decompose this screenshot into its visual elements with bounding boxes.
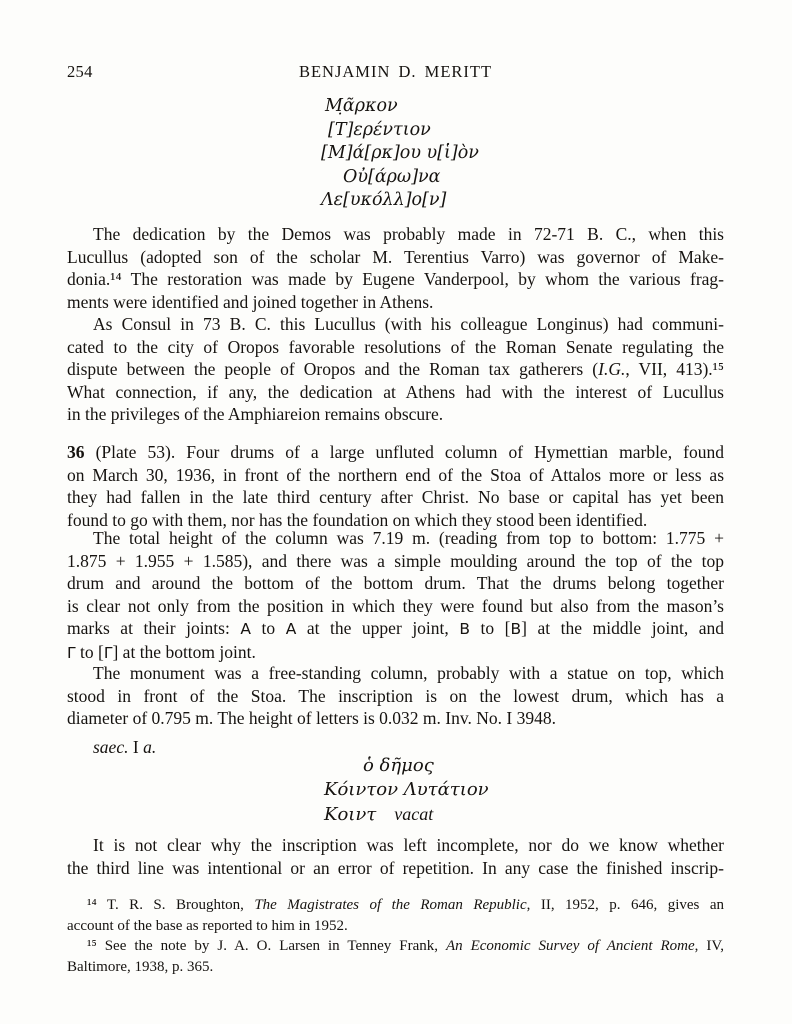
footnote-15-line: Baltimore, 1938, p. 365. bbox=[67, 958, 214, 975]
text-segment: marks at their joints: bbox=[67, 618, 241, 638]
text-line bbox=[67, 641, 724, 665]
text-line: found to go with them, nor has the foundation on which they stood been identified. bbox=[67, 509, 648, 530]
entry-36-description bbox=[67, 441, 724, 531]
mason-mark-gamma: Γ bbox=[103, 643, 113, 662]
text-line: they had fallen in the late third century after Christ. No base or capital has yet been bbox=[67, 487, 724, 507]
mason-mark-alpha: Α bbox=[285, 620, 297, 638]
text-line bbox=[67, 441, 724, 464]
footnotes bbox=[67, 895, 724, 977]
greek-line: Μ̣ᾶρκον bbox=[325, 96, 398, 116]
date-label-segment: a. bbox=[143, 737, 157, 757]
text-segment: , IV, bbox=[694, 938, 724, 954]
paragraph-consul-oropos bbox=[67, 313, 724, 426]
greek-dedication-block bbox=[321, 95, 479, 213]
text-line: ments were identified and joined together in Athens. bbox=[67, 291, 434, 312]
entry-number: 36 bbox=[67, 442, 85, 462]
text-line: on March 30, 1936, in front of the northern end of the Stoa of Attalos more or less as bbox=[67, 464, 724, 485]
text-line bbox=[67, 358, 724, 381]
text-segment: ] at the middle joint, and bbox=[521, 618, 725, 638]
text-segment: ¹⁴ T. R. S. Broughton, bbox=[87, 897, 255, 913]
greek-line: ὁ δῆμος bbox=[363, 755, 434, 776]
greek-inscription-block bbox=[324, 754, 489, 827]
date-label-segment: saec. bbox=[93, 737, 129, 757]
mason-mark-beta: Β bbox=[510, 620, 522, 638]
text-line: Lucullus (adopted son of the scholar M. Terentius Varro) was governor of Make- bbox=[67, 246, 724, 267]
greek-line: [Μ]ά[ρκ]ου υ[ἱ]ὸν bbox=[321, 143, 479, 163]
text-line: the third line was intentional or an error of repetition. In any case the finished inscrip- bbox=[67, 857, 724, 878]
greek-line: Οὐ[άρω]να bbox=[343, 166, 441, 187]
paragraph-dedication-date bbox=[67, 223, 724, 313]
text-segment: dispute between the people of Oropos and the Roman tax gatherers ( bbox=[67, 359, 599, 379]
text-segment: to [ bbox=[469, 618, 511, 638]
text-line: 1.875 + 1.955 + 1.585), and there was a simple moulding around the top of the top bbox=[67, 550, 724, 571]
mason-mark-beta: Β bbox=[459, 620, 470, 638]
footnote-14-line bbox=[67, 895, 724, 916]
greek-line bbox=[324, 802, 489, 827]
text-line: is clear not only from the position in which they were found but also from the mason’s bbox=[67, 595, 724, 616]
paragraph-incomplete-inscription bbox=[67, 834, 724, 879]
text-line bbox=[67, 617, 724, 641]
text-line: donia.¹⁴ The restoration was made by Eugene Vanderpool, by whom the various frag- bbox=[67, 269, 724, 289]
paragraph-monument bbox=[67, 662, 724, 730]
text-segment: ] at the bottom joint. bbox=[112, 641, 256, 662]
text-segment: to [ bbox=[75, 641, 104, 662]
text-line: stood in front of the Stoa. The inscription is on the lowest drum, which has a bbox=[67, 685, 724, 706]
date-label bbox=[93, 737, 156, 758]
text-segment: at the upper joint, bbox=[296, 618, 460, 638]
citation-italic: I.G. bbox=[598, 359, 626, 379]
text-line: The dedication by the Demos was probably made in 72-71 B. C., when this bbox=[93, 224, 724, 244]
date-label-segment: I bbox=[128, 737, 144, 757]
text-line: cated to the city of Oropos favorable resolutions of the Roman Senate regulating the bbox=[67, 336, 724, 357]
book-title-italic: The Magistrates of the Roman Republic bbox=[254, 897, 527, 913]
footnote-15-line bbox=[67, 936, 724, 957]
text-segment: (Plate 53). Four drums of a large unfluted column of Hymettian marble, found bbox=[84, 442, 724, 462]
text-line: The total height of the column was 7.19 m. (reading from top to bottom: 1.775 + bbox=[93, 528, 724, 548]
paragraph-column-height bbox=[67, 527, 724, 664]
greek-line: [Τ]ερέντιον bbox=[328, 119, 431, 140]
mason-mark-gamma: Γ bbox=[67, 643, 76, 662]
text-segment: to bbox=[251, 618, 286, 638]
text-segment: , II, 1952, p. 646, gives an bbox=[526, 897, 724, 913]
text-line: What connection, if any, the dedication at Athens had with the interest of Lucullus bbox=[67, 381, 724, 402]
text-line: As Consul in 73 B. C. this Lucullus (with his colleague Longinus) had communi- bbox=[93, 314, 724, 334]
page-number: 254 bbox=[67, 62, 93, 81]
greek-line: Λε[υκόλλ]ο[ν] bbox=[321, 190, 447, 210]
text-line: drum and around the bottom of the bottom drum. That the drums belong together bbox=[67, 573, 724, 593]
greek-segment: Κοιντ bbox=[324, 804, 377, 825]
text-line: It is not clear why the inscription was left incomplete, nor do we know whether bbox=[93, 835, 724, 855]
footnote-14-line: account of the base as reported to him in 1952. bbox=[67, 917, 348, 934]
text-segment: , VII, 413).¹⁵ bbox=[625, 359, 724, 379]
vacat-label: vacat bbox=[394, 804, 434, 824]
text-segment: ¹⁵ See the note by J. A. O. Larsen in Tenney Frank, bbox=[87, 938, 446, 954]
text-line: diameter of 0.795 m. The height of letters is 0.032 m. Inv. No. I 3948. bbox=[67, 708, 556, 728]
text-line: The monument was a free-standing column, probably with a statue on top, which bbox=[93, 663, 724, 683]
mason-mark-alpha: Α bbox=[240, 620, 251, 638]
greek-line: Κόιντον Λυτάτιον bbox=[324, 779, 489, 800]
running-header: BENJAMIN D. MERITT bbox=[298, 62, 493, 81]
text-line: in the privileges of the Amphiareion remains obscure. bbox=[67, 404, 444, 424]
book-title-italic: An Economic Survey of Ancient Rome bbox=[445, 938, 695, 954]
